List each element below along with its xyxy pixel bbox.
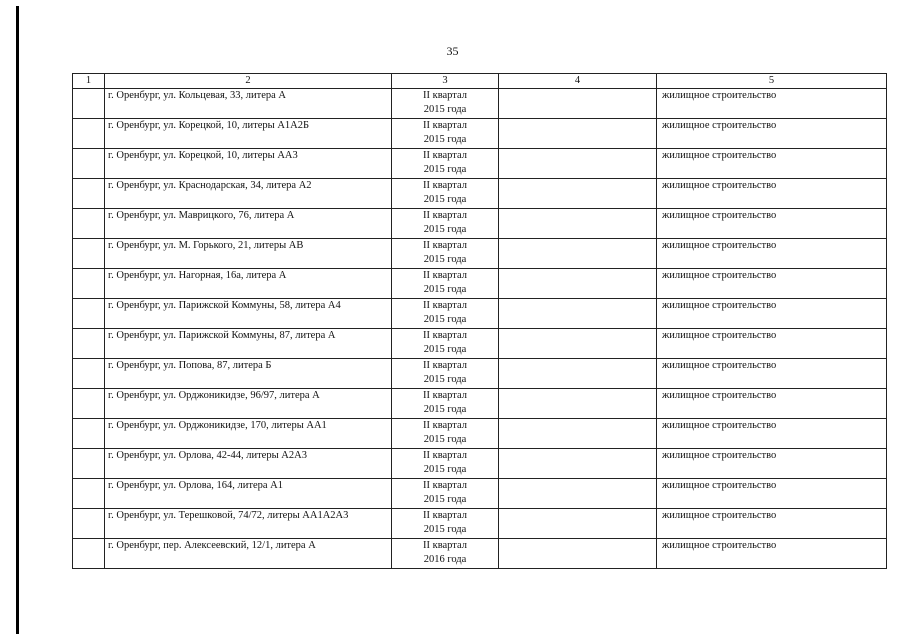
period-quarter: II квартал <box>422 480 468 491</box>
row-number-cell <box>73 509 105 539</box>
period-quarter: II квартал <box>422 540 468 551</box>
column-header: 5 <box>657 74 887 89</box>
row-number-cell <box>73 89 105 119</box>
purpose-cell: жилищное строительство <box>657 479 887 509</box>
column-header: 3 <box>392 74 499 89</box>
period-quarter: II квартал <box>422 270 468 281</box>
period-quarter: II квартал <box>422 300 468 311</box>
row-number-cell <box>73 119 105 149</box>
purpose-cell: жилищное строительство <box>657 329 887 359</box>
period-cell <box>392 299 499 329</box>
row-number-cell <box>73 449 105 479</box>
purpose-cell: жилищное строительство <box>657 89 887 119</box>
empty-cell <box>499 449 657 479</box>
row-number-cell <box>73 539 105 569</box>
table-row <box>73 449 887 479</box>
period-quarter: II квартал <box>422 150 468 161</box>
period-year: 2015 года <box>423 404 467 415</box>
purpose-cell: жилищное строительство <box>657 299 887 329</box>
row-number-cell <box>73 149 105 179</box>
scan-edge-bar <box>16 6 19 634</box>
period-year: 2016 года <box>423 554 467 565</box>
address-cell: г. Оренбург, ул. Терешковой, 74/72, литеры АА1А2А3 <box>105 509 392 539</box>
empty-cell <box>499 119 657 149</box>
table-row <box>73 479 887 509</box>
address-cell: г. Оренбург, ул. Корецкой, 10, литеры АА3 <box>105 149 392 179</box>
purpose-cell: жилищное строительство <box>657 509 887 539</box>
address-cell: г. Оренбург, ул. М. Горького, 21, литеры АВ <box>105 239 392 269</box>
period-year: 2015 года <box>423 104 467 115</box>
period-year: 2015 года <box>423 134 467 145</box>
period-cell <box>392 179 499 209</box>
empty-cell <box>499 419 657 449</box>
period-cell <box>392 389 499 419</box>
column-header: 1 <box>73 74 105 89</box>
table-row <box>73 329 887 359</box>
address-cell: г. Оренбург, ул. Попова, 87, литера Б <box>105 359 392 389</box>
address-cell: г. Оренбург, ул. Орджоникидзе, 96/97, литера А <box>105 389 392 419</box>
purpose-cell: жилищное строительство <box>657 539 887 569</box>
period-quarter: II квартал <box>422 450 468 461</box>
period-year: 2015 года <box>423 164 467 175</box>
period-cell <box>392 419 499 449</box>
purpose-cell: жилищное строительство <box>657 269 887 299</box>
period-year: 2015 года <box>423 224 467 235</box>
table-row <box>73 209 887 239</box>
period-quarter: II квартал <box>422 240 468 251</box>
period-year: 2015 года <box>423 524 467 535</box>
empty-cell <box>499 329 657 359</box>
table-header-row <box>73 74 887 89</box>
row-number-cell <box>73 329 105 359</box>
table-row <box>73 539 887 569</box>
address-cell: г. Оренбург, ул. Орджоникидзе, 170, литеры АА1 <box>105 419 392 449</box>
address-cell: г. Оренбург, пер. Алексеевский, 12/1, литера А <box>105 539 392 569</box>
page-number: 35 <box>446 44 459 58</box>
period-cell <box>392 89 499 119</box>
period-year: 2015 года <box>423 494 467 505</box>
address-cell: г. Оренбург, ул. Орлова, 164, литера А1 <box>105 479 392 509</box>
row-number-cell <box>73 479 105 509</box>
purpose-cell: жилищное строительство <box>657 239 887 269</box>
empty-cell <box>499 179 657 209</box>
purpose-cell: жилищное строительство <box>657 449 887 479</box>
table-row <box>73 149 887 179</box>
period-quarter: II квартал <box>422 510 468 521</box>
address-cell: г. Оренбург, ул. Парижской Коммуны, 87, литера А <box>105 329 392 359</box>
empty-cell <box>499 539 657 569</box>
period-cell <box>392 449 499 479</box>
table-row <box>73 419 887 449</box>
row-number-cell <box>73 209 105 239</box>
empty-cell <box>499 389 657 419</box>
table-row <box>73 179 887 209</box>
table-row <box>73 119 887 149</box>
row-number-cell <box>73 239 105 269</box>
empty-cell <box>499 299 657 329</box>
table-row <box>73 509 887 539</box>
period-cell <box>392 239 499 269</box>
period-year: 2015 года <box>423 254 467 265</box>
row-number-cell <box>73 179 105 209</box>
empty-cell <box>499 479 657 509</box>
period-cell <box>392 269 499 299</box>
table-row <box>73 89 887 119</box>
empty-cell <box>499 509 657 539</box>
table-row <box>73 389 887 419</box>
period-year: 2015 года <box>423 314 467 325</box>
table-row <box>73 299 887 329</box>
purpose-cell: жилищное строительство <box>657 179 887 209</box>
empty-cell <box>499 149 657 179</box>
empty-cell <box>499 359 657 389</box>
table-row <box>73 239 887 269</box>
period-quarter: II квартал <box>422 360 468 371</box>
period-year: 2015 года <box>423 344 467 355</box>
row-number-cell <box>73 359 105 389</box>
row-number-cell <box>73 269 105 299</box>
period-cell <box>392 329 499 359</box>
empty-cell <box>499 239 657 269</box>
column-header: 4 <box>499 74 657 89</box>
purpose-cell: жилищное строительство <box>657 389 887 419</box>
purpose-cell: жилищное строительство <box>657 359 887 389</box>
period-year: 2015 года <box>423 374 467 385</box>
address-cell: г. Оренбург, ул. Корецкой, 10, литеры А1А2Б <box>105 119 392 149</box>
period-quarter: II квартал <box>422 180 468 191</box>
period-quarter: II квартал <box>422 420 468 431</box>
period-quarter: II квартал <box>422 120 468 131</box>
purpose-cell: жилищное строительство <box>657 119 887 149</box>
period-quarter: II квартал <box>422 330 468 341</box>
address-cell: г. Оренбург, ул. Маврицкого, 76, литера А <box>105 209 392 239</box>
address-cell: г. Оренбург, ул. Кольцевая, 33, литера А <box>105 89 392 119</box>
period-cell <box>392 209 499 239</box>
period-cell <box>392 119 499 149</box>
empty-cell <box>499 209 657 239</box>
period-cell <box>392 509 499 539</box>
land-plots-table <box>72 73 887 569</box>
period-quarter: II квартал <box>422 90 468 101</box>
period-cell <box>392 359 499 389</box>
period-cell <box>392 539 499 569</box>
row-number-cell <box>73 389 105 419</box>
address-cell: г. Оренбург, ул. Краснодарская, 34, литера А2 <box>105 179 392 209</box>
period-cell <box>392 149 499 179</box>
table-row <box>73 359 887 389</box>
period-cell <box>392 479 499 509</box>
empty-cell <box>499 89 657 119</box>
table-row <box>73 269 887 299</box>
period-quarter: II квартал <box>422 390 468 401</box>
purpose-cell: жилищное строительство <box>657 419 887 449</box>
address-cell: г. Оренбург, ул. Нагорная, 16а, литера А <box>105 269 392 299</box>
address-cell: г. Оренбург, ул. Парижской Коммуны, 58, литера А4 <box>105 299 392 329</box>
period-year: 2015 года <box>423 284 467 295</box>
purpose-cell: жилищное строительство <box>657 209 887 239</box>
row-number-cell <box>73 299 105 329</box>
purpose-cell: жилищное строительство <box>657 149 887 179</box>
empty-cell <box>499 269 657 299</box>
column-header: 2 <box>105 74 392 89</box>
period-quarter: II квартал <box>422 210 468 221</box>
period-year: 2015 года <box>423 464 467 475</box>
period-year: 2015 года <box>423 434 467 445</box>
row-number-cell <box>73 419 105 449</box>
period-year: 2015 года <box>423 194 467 205</box>
address-cell: г. Оренбург, ул. Орлова, 42-44, литеры А2А3 <box>105 449 392 479</box>
table-body <box>73 89 887 569</box>
